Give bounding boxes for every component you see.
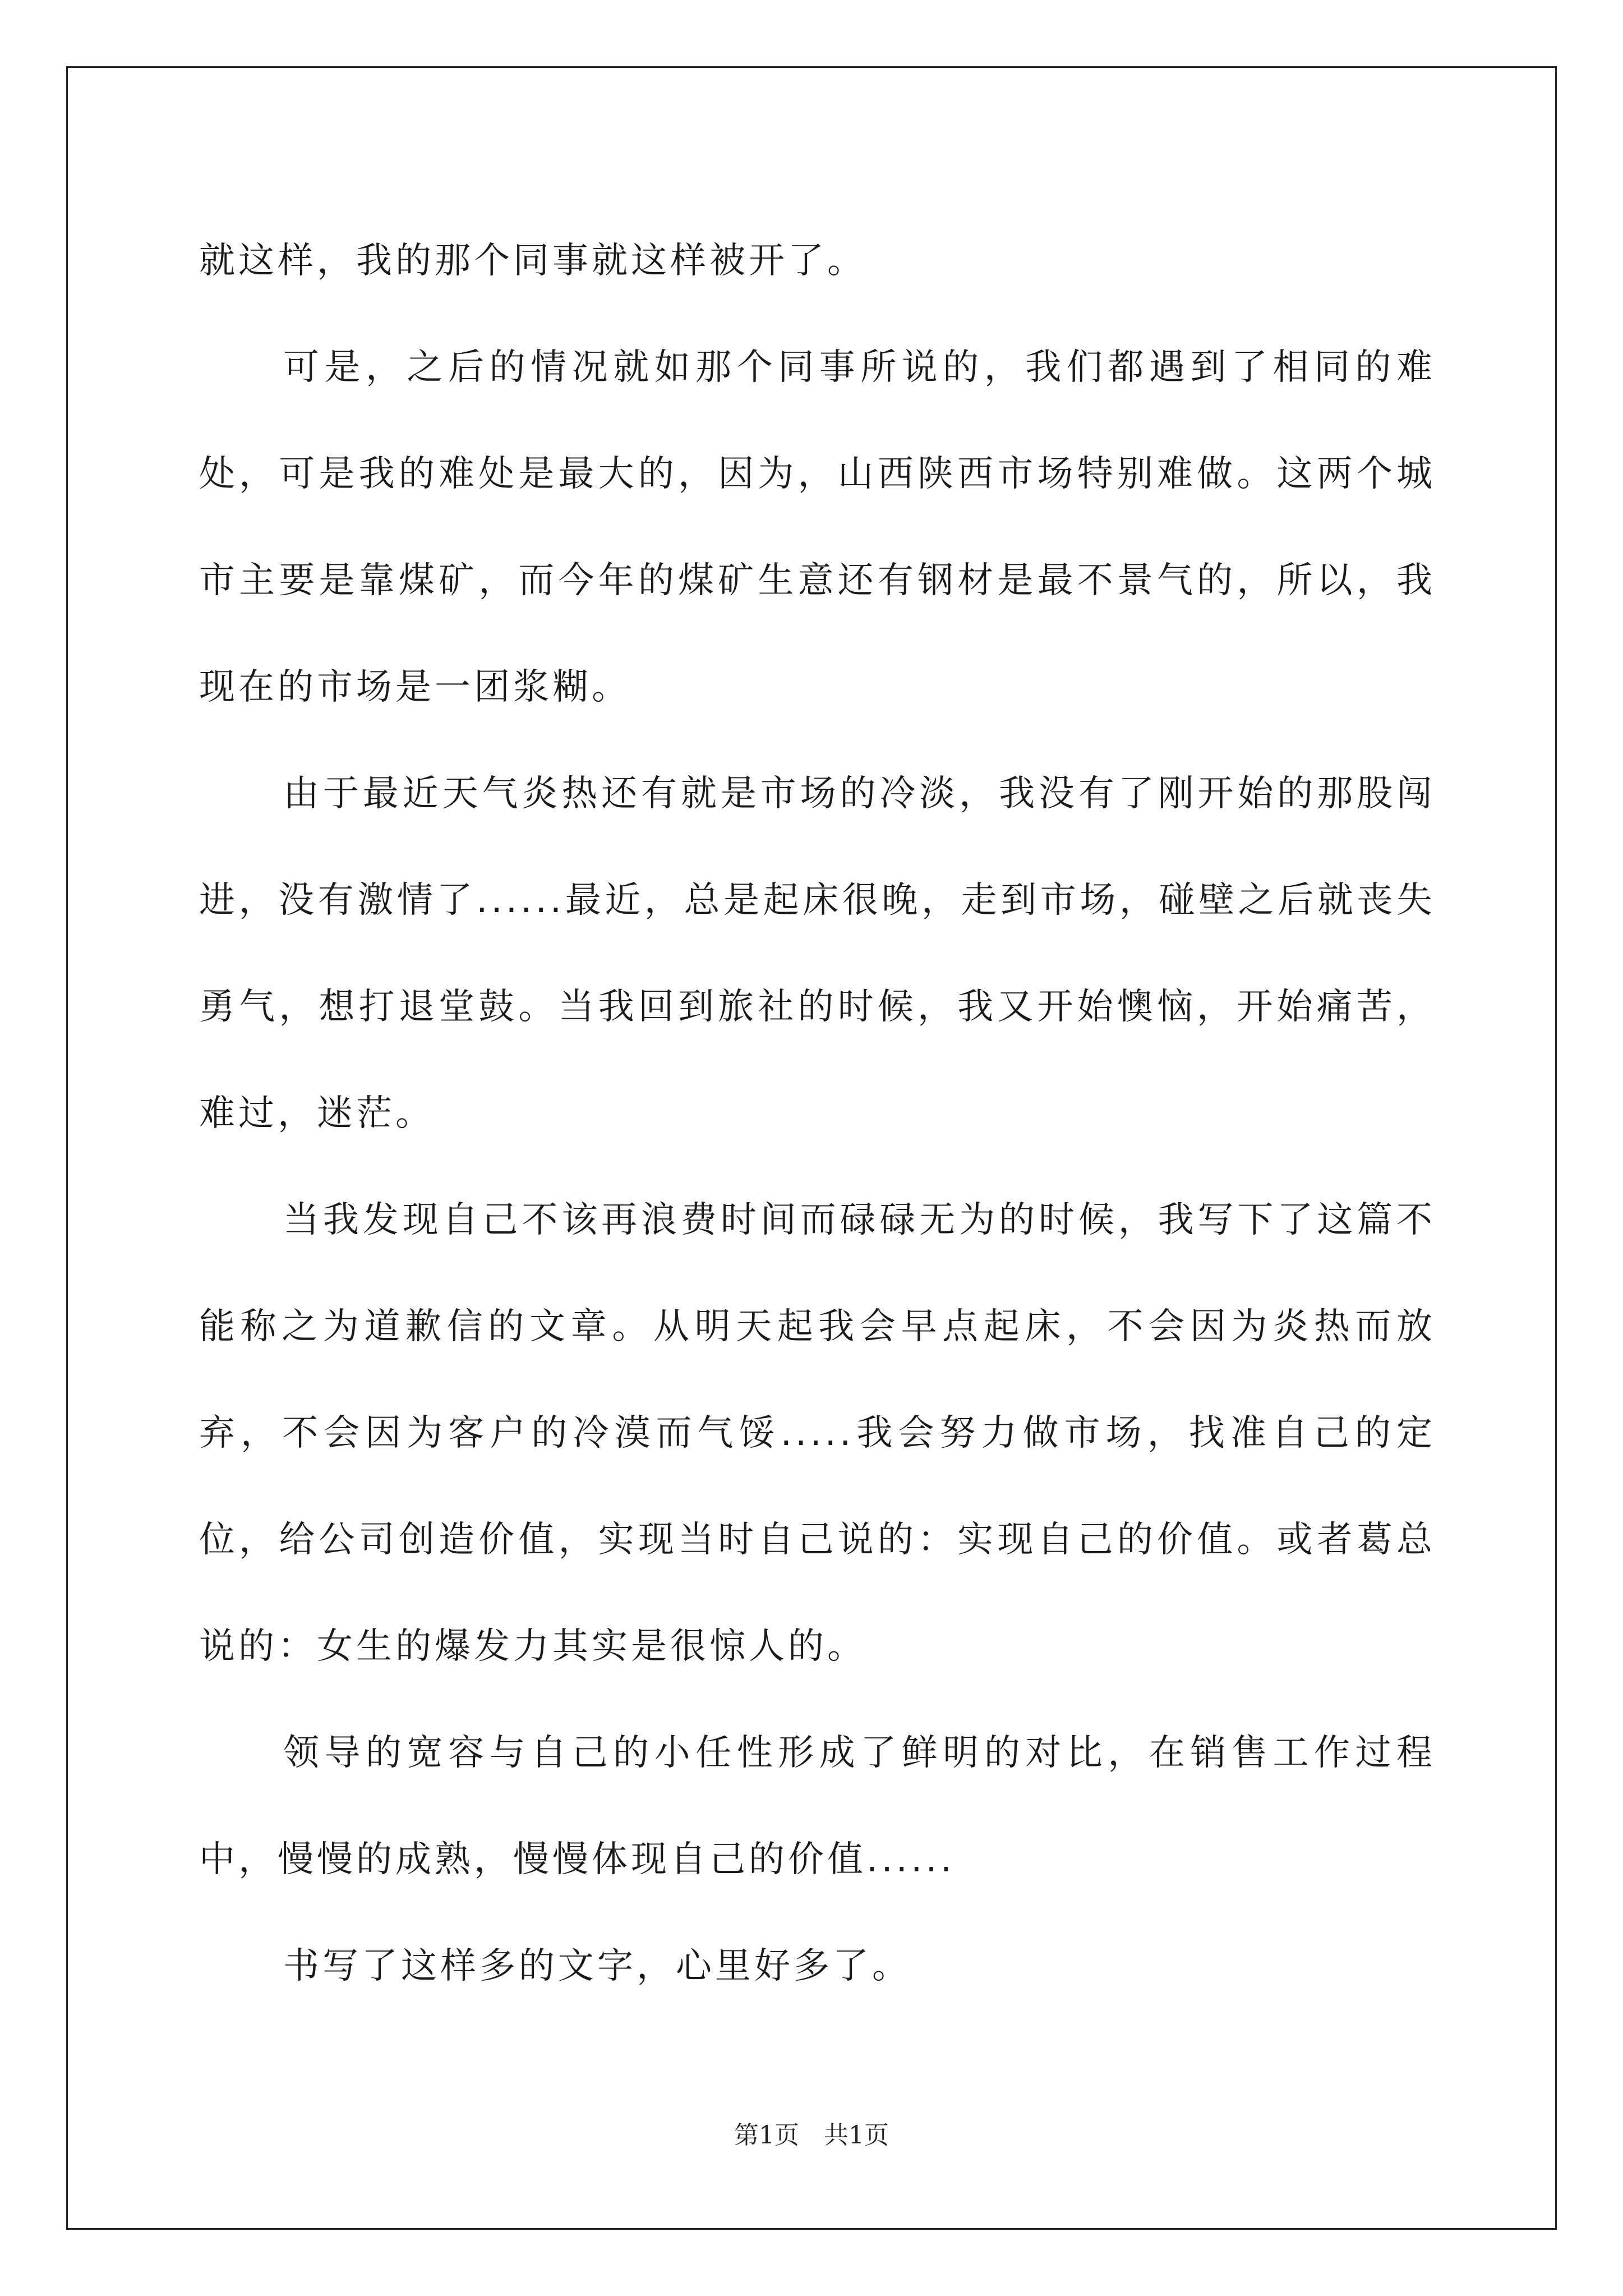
paragraph-3: 由于最近天气炎热还有就是市场的冷淡，我没有了刚开始的那股闯进，没有激情了......最近，总是起床很晚，走到市场，碰壁之后就丧失勇气，想打退堂鼓。当我回到旅社的时候，我又开始懊恼，开始痛苦，难过，迷茫。: [199, 773, 1436, 1134]
paragraph-5: 领导的宽容与自己的小任性形成了鲜明的对比，在销售工作过程中，慢慢的成熟，慢慢体现自己的价值......: [199, 1732, 1436, 1880]
page-number-footer: 第1页 共1页: [734, 2121, 889, 2150]
paragraph-1: 就这样，我的那个同事就这样被开了。: [199, 240, 866, 282]
paragraph-2: 可是，之后的情况就如那个同事所说的，我们都遇到了相同的难处，可是我的难处是最大的，因为，山西陕西市场特别难做。这两个城市主要是靠煤矿，而今年的煤矿生意还有钢材是最不景气的，所以，我现在的市场是一团浆糊。: [199, 347, 1436, 708]
paragraph-6: 书写了这样多的文字，心里好多了。: [283, 1945, 911, 1987]
document-body: [199, 208, 1436, 2019]
paragraph-4: 当我发现自己不该再浪费时间而碌碌无为的时候，我写下了这篇不能称之为道歉信的文章。从明天起我会早点起床，不会因为炎热而放弃，不会因为客户的冷漠而气馁.....我会努力做市场，找准自己的定位，给公司创造价值，实现当时自己说的：实现自己的价值。或者葛总说的：女生的爆发力其实是很惊人的。: [199, 1199, 1436, 1667]
